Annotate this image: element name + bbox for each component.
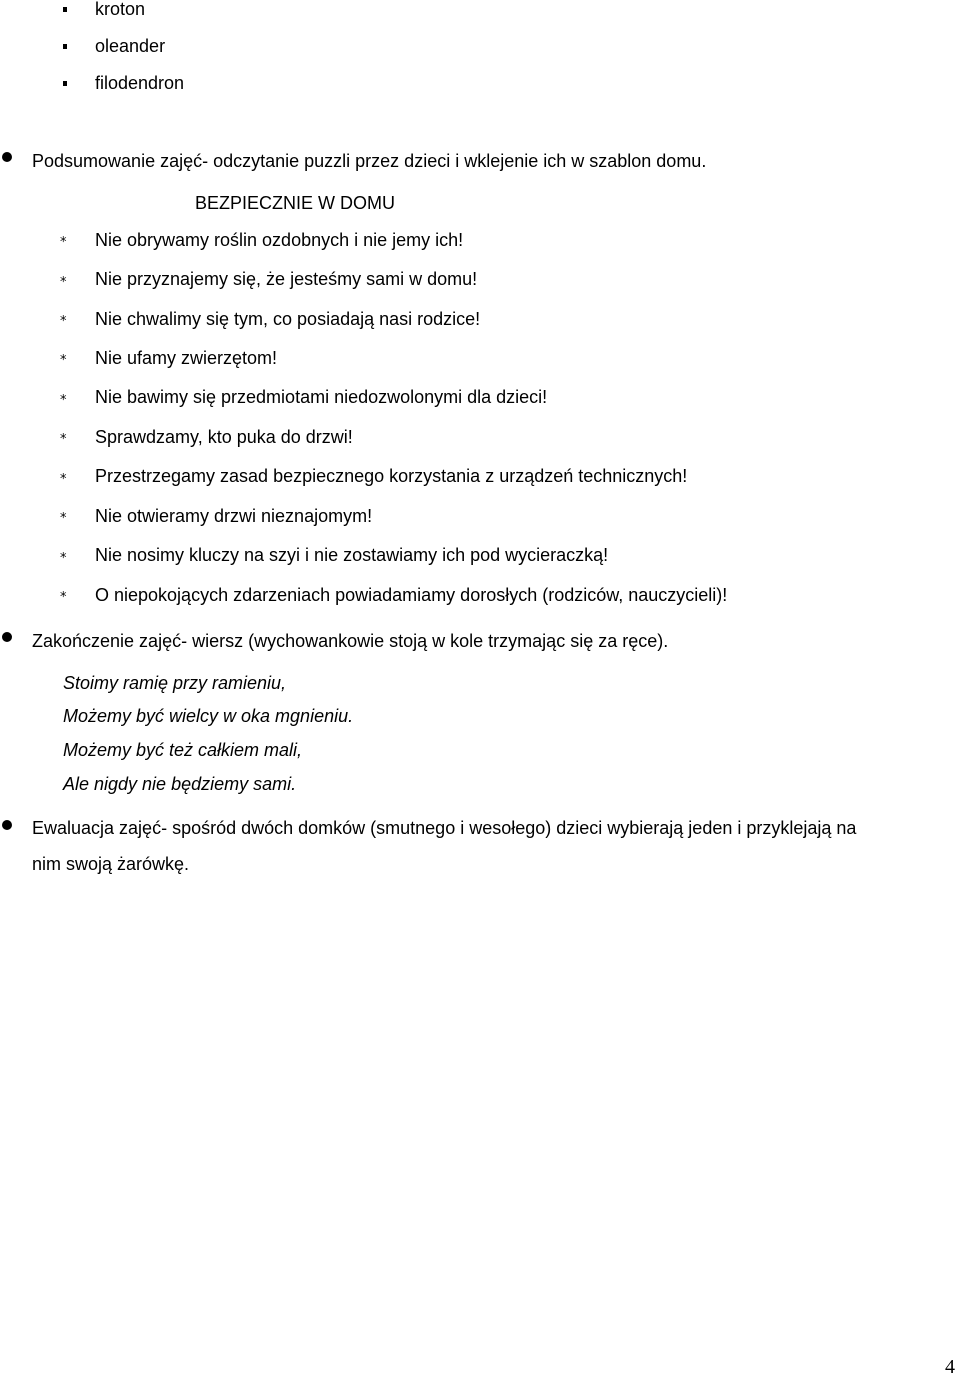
- list-item: Nie chwalimy się tym, co posiadają nasi rodzice!: [95, 309, 481, 329]
- evaluation-text-line-1: Ewaluacja zajęć- spośród dwóch domków (smutnego i wesołego) dzieci wybierają jeden i przyklejają na: [32, 818, 857, 838]
- page-number: 4: [945, 1356, 955, 1378]
- list-item: O niepokojących zdarzeniach powiadamiamy dorosłych (rodziców, nauczycieli)!: [95, 585, 728, 605]
- summary-text: Podsumowanie zajęć- odczytanie puzzli przez dzieci i wklejenie ich w szablon domu.: [32, 151, 707, 171]
- list-item: Nie przyznajemy się, że jesteśmy sami w domu!: [95, 269, 478, 289]
- asterisk-bullet-icon: *: [60, 551, 67, 566]
- asterisk-bullet-icon: *: [60, 314, 67, 329]
- square-bullet-icon: [63, 81, 67, 86]
- asterisk-bullet-icon: *: [60, 275, 67, 290]
- ending-text: Zakończenie zajęć- wiersz (wychowankowie stoją w kole trzymając się za ręce).: [32, 631, 669, 651]
- poem-line: Możemy być wielcy w oka mgnieniu.: [63, 706, 354, 726]
- list-item: filodendron: [95, 73, 185, 93]
- poem-line: Możemy być też całkiem mali,: [63, 740, 303, 760]
- asterisk-bullet-icon: *: [60, 393, 67, 408]
- poem-line: Ale nigdy nie będziemy sami.: [63, 774, 297, 794]
- list-item: Przestrzegamy zasad bezpiecznego korzystania z urządzeń technicznych!: [95, 466, 688, 486]
- list-item: Nie obrywamy roślin ozdobnych i nie jemy ich!: [95, 230, 464, 250]
- list-item: Nie bawimy się przedmiotami niedozwolonymi dla dzieci!: [95, 387, 548, 407]
- list-item: Sprawdzamy, kto puka do drzwi!: [95, 427, 353, 447]
- list-item: kroton: [95, 0, 146, 19]
- list-item: Nie ufamy zwierzętom!: [95, 348, 278, 368]
- list-item: oleander: [95, 36, 166, 56]
- asterisk-bullet-icon: *: [60, 472, 67, 487]
- poem-line: Stoimy ramię przy ramieniu,: [63, 673, 287, 693]
- round-bullet-icon: [2, 632, 12, 642]
- asterisk-bullet-icon: *: [60, 590, 67, 605]
- list-item: Nie otwieramy drzwi nieznajomym!: [95, 506, 373, 526]
- evaluation-text-line-2: nim swoją żarówkę.: [32, 854, 190, 874]
- square-bullet-icon: [63, 44, 67, 49]
- asterisk-bullet-icon: *: [60, 432, 67, 447]
- round-bullet-icon: [2, 820, 12, 830]
- asterisk-bullet-icon: *: [60, 511, 67, 526]
- asterisk-bullet-icon: *: [60, 353, 67, 368]
- square-bullet-icon: [63, 7, 67, 12]
- asterisk-bullet-icon: *: [60, 235, 67, 250]
- section-heading: BEZPIECZNIE W DOMU: [195, 193, 396, 213]
- list-item: Nie nosimy kluczy na szyi i nie zostawiamy ich pod wycieraczką!: [95, 545, 609, 565]
- round-bullet-icon: [2, 152, 12, 162]
